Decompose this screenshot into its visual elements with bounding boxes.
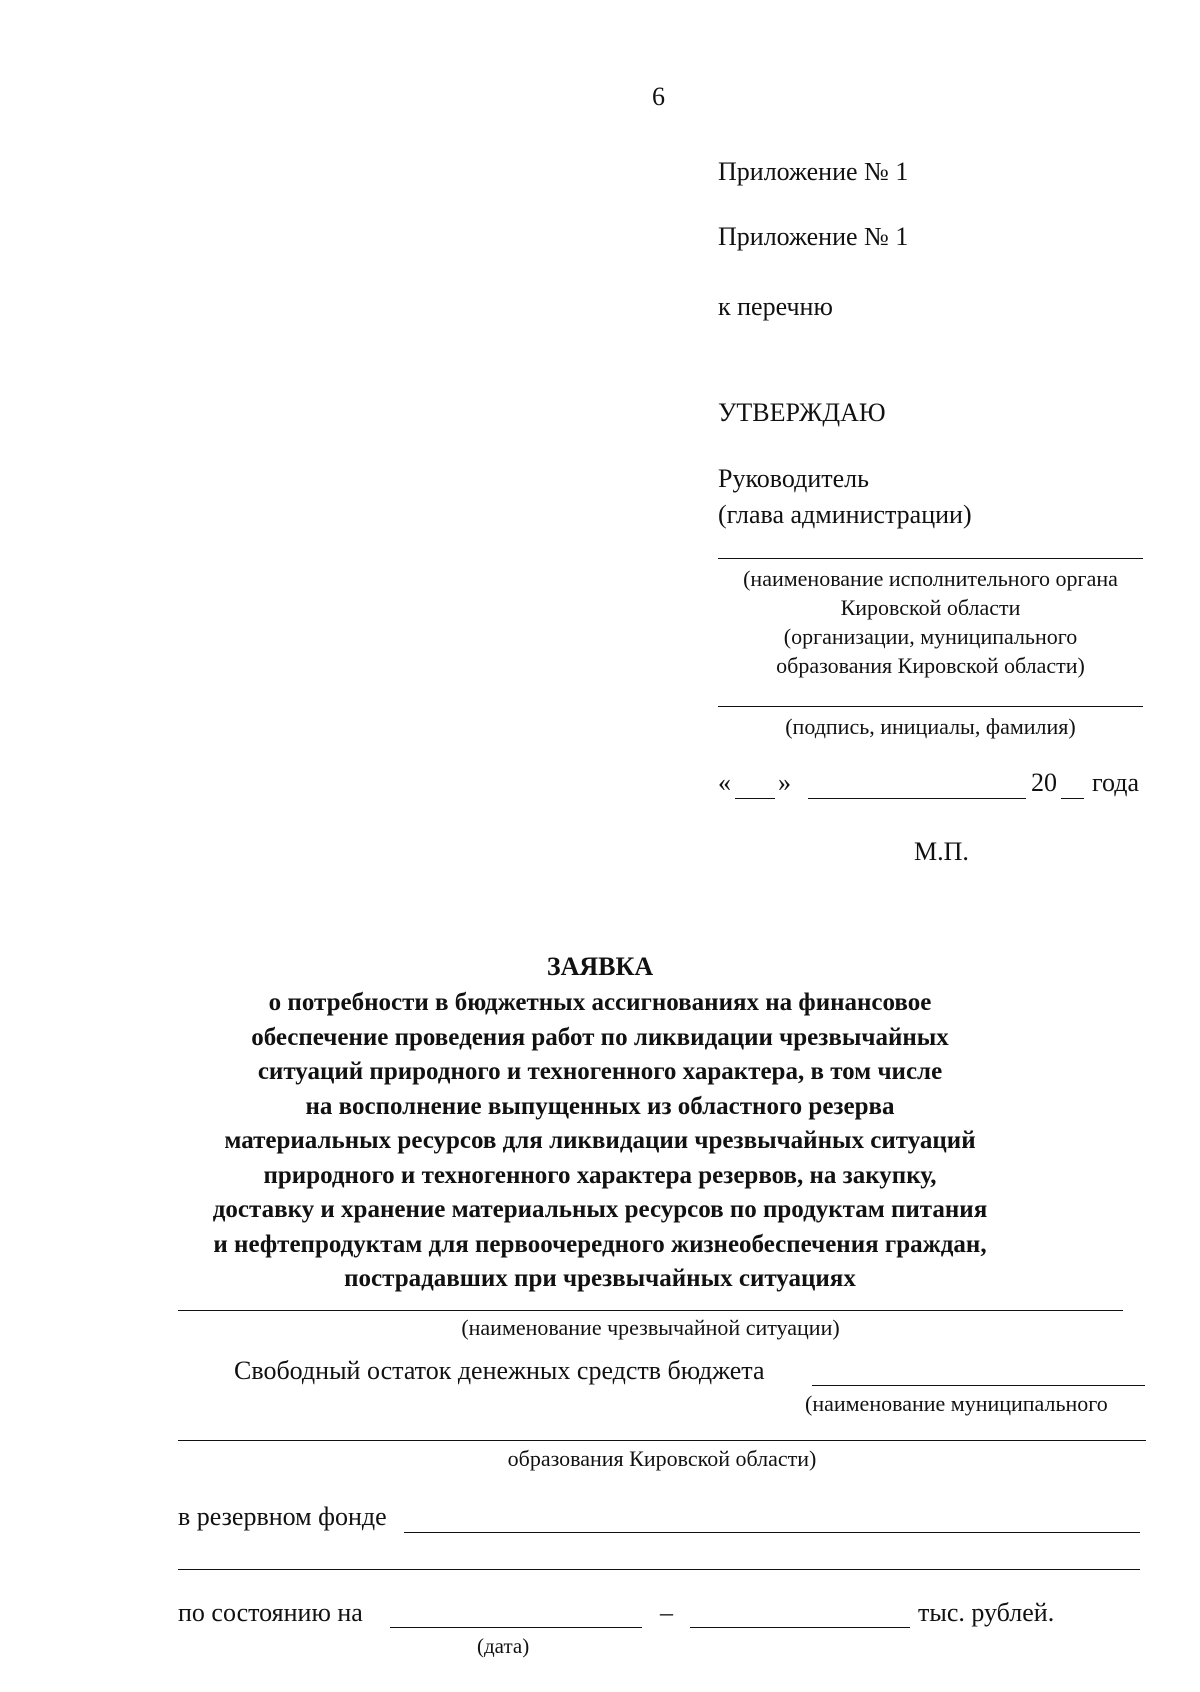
reserve-fund-line-2 xyxy=(178,1569,1140,1570)
org-caption-line-3: (организации, муниципального xyxy=(783,624,1078,649)
as-of-date-line xyxy=(390,1627,642,1628)
signature-line xyxy=(718,706,1143,707)
org-caption-line-1: (наименование исполнительного органа xyxy=(743,566,1118,591)
emergency-name-caption: (наименование чрезвычайной ситуации) xyxy=(461,1315,840,1340)
appendix-label-2: Приложение № 1 xyxy=(718,222,909,251)
municipal-name-line xyxy=(178,1440,1146,1441)
org-caption-line-2: Кировской области xyxy=(840,595,1021,620)
org-caption-line-4: образования Кировской области) xyxy=(776,653,1085,678)
org-name-line xyxy=(718,558,1143,559)
free-balance-label: Свободный остаток денежных средств бюджета xyxy=(234,1356,765,1385)
subtitle-line-4: на восполнение выпущенных из областного резерва xyxy=(305,1092,895,1120)
signature-caption: (подпись, инициалы, фамилия) xyxy=(785,714,1076,739)
subtitle-line-2: обеспечение проведения работ по ликвидации чрезвычайных xyxy=(251,1023,949,1051)
subtitle-line-3: ситуаций природного и техногенного характера, в том числе xyxy=(257,1058,943,1085)
document-subtitle xyxy=(0,986,1200,1297)
amount-line xyxy=(690,1627,910,1628)
subtitle-line-9: пострадавших при чрезвычайных ситуациях xyxy=(344,1265,856,1292)
date-year-suffix: года xyxy=(1092,768,1140,797)
reserve-fund-label: в резервном фонде xyxy=(178,1502,387,1531)
as-of-label: по состоянию на xyxy=(178,1598,363,1627)
subtitle-line-8: и нефтепродуктам для первоочередного жизнеобеспечения граждан, xyxy=(213,1230,987,1258)
subtitle-line-5: материальных ресурсов для ликвидации чрезвычайных ситуаций xyxy=(224,1127,976,1154)
head-title-line-2: (глава администрации) xyxy=(718,500,972,529)
budget-name-line xyxy=(812,1385,1145,1386)
page-number: 6 xyxy=(652,82,665,111)
date-year-prefix: 20 xyxy=(1031,768,1057,797)
date-caption: (дата) xyxy=(477,1634,530,1658)
head-title-line-1: Руководитель xyxy=(718,464,869,493)
to-list-label: к перечню xyxy=(718,292,833,321)
date-open-quote: « xyxy=(718,768,731,797)
municipal-caption-1: (наименование муниципального xyxy=(805,1391,1108,1416)
date-year-blank xyxy=(1061,798,1084,799)
emergency-name-line xyxy=(178,1310,1123,1311)
subtitle-line-1: о потребности в бюджетных ассигнованиях на финансовое xyxy=(268,989,932,1016)
org-name-caption xyxy=(718,564,1143,680)
subtitle-line-6: природного и техногенного характера резервов, на закупку, xyxy=(263,1161,937,1189)
appendix-label-1: Приложение № 1 xyxy=(718,157,909,186)
approve-heading: УТВЕРЖДАЮ xyxy=(718,398,886,427)
reserve-fund-line xyxy=(404,1532,1140,1533)
currency-label: тыс. рублей. xyxy=(918,1598,1055,1627)
date-close-quote: » xyxy=(778,768,791,797)
subtitle-line-7: доставку и хранение материальных ресурсов по продуктам питания xyxy=(212,1196,988,1223)
date-day-blank xyxy=(735,798,775,799)
municipal-caption-2: образования Кировской области) xyxy=(507,1446,817,1471)
date-month-blank xyxy=(808,798,1026,799)
document-title: ЗАЯВКА xyxy=(546,952,654,981)
stamp-mark: М.П. xyxy=(914,837,969,866)
dash-separator: – xyxy=(660,1598,673,1627)
